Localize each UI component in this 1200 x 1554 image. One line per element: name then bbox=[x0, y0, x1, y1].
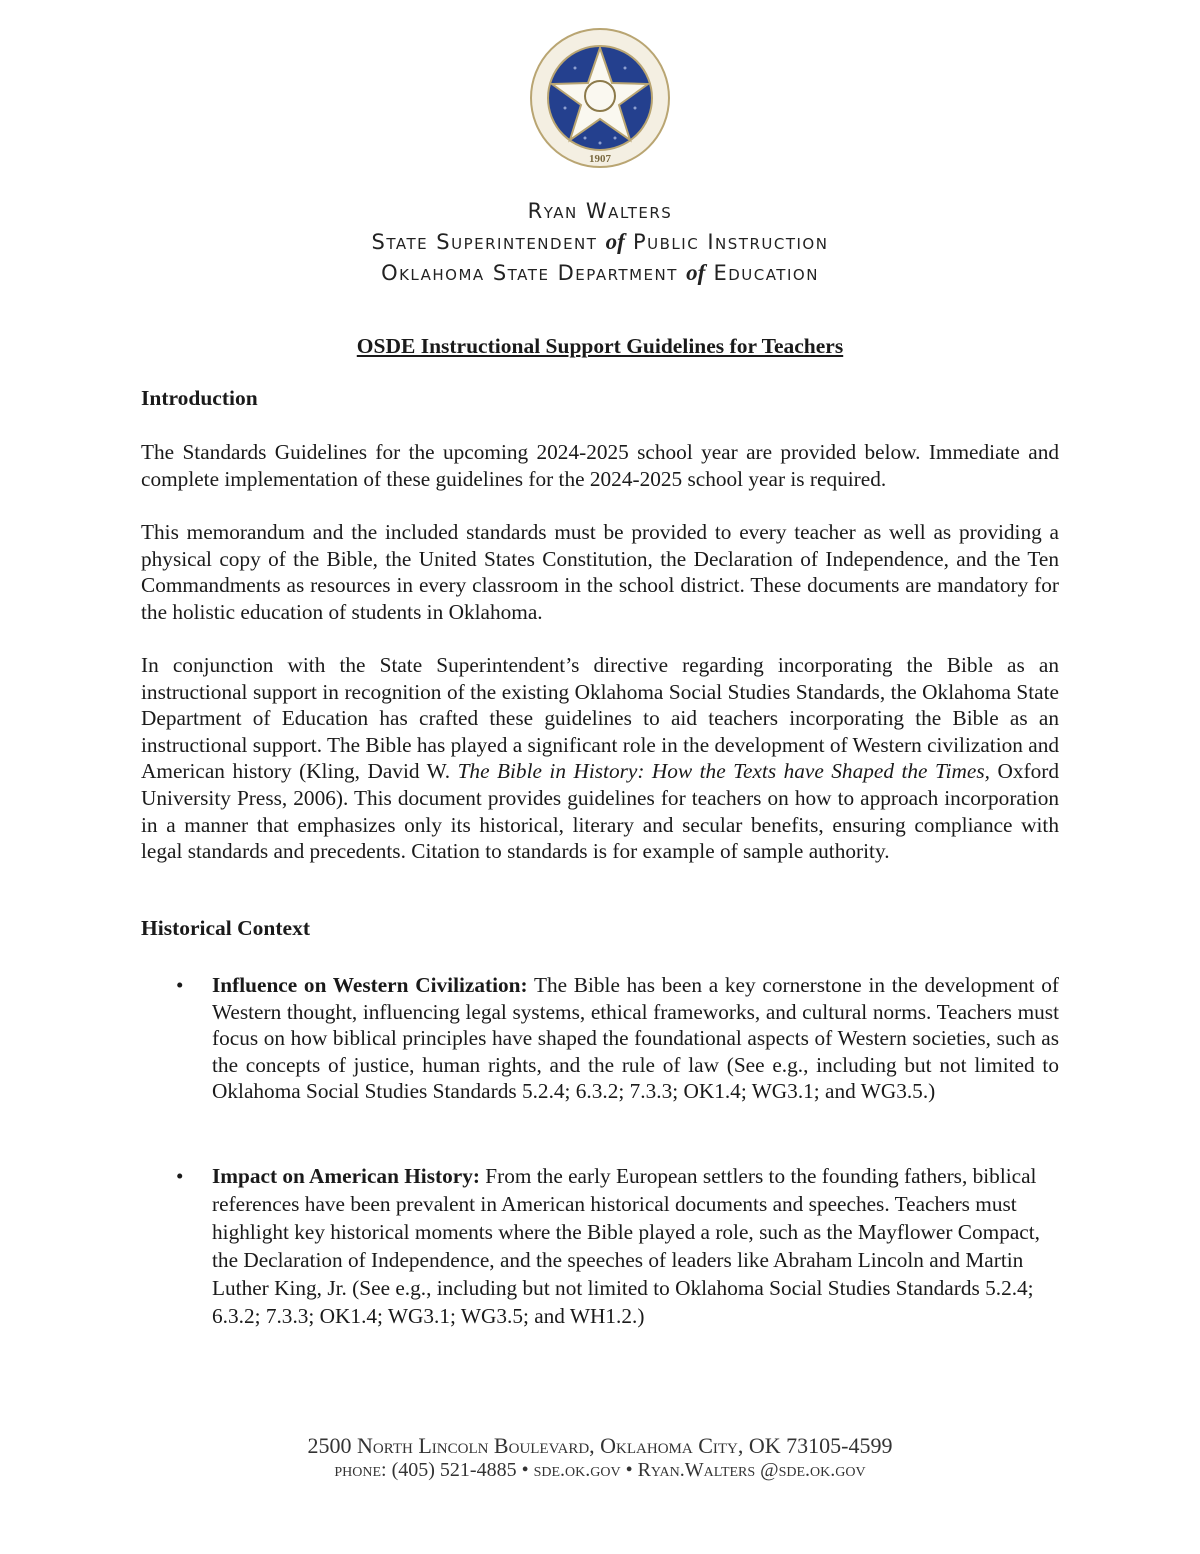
oklahoma-state-seal bbox=[530, 28, 670, 168]
heading-historical-context: Historical Context bbox=[141, 916, 310, 940]
bullet-icon: • bbox=[176, 973, 184, 997]
document-title: OSDE Instructional Support Guidelines for Teachers bbox=[356, 334, 844, 358]
superintendent-name: Ryan Walters bbox=[527, 199, 673, 223]
heading-introduction: Introduction bbox=[141, 386, 258, 410]
bullet-american-history: • Impact on American History: From the early European settlers to the founding fathers, biblical references have been prevalent in American historical documents and speeches. Teachers must highlight key historical moments where the Bible played a role, such as the Mayflower Compact, the Declaration of Independence, and the speeches of leaders like Abraham Lincoln and Martin Luther King, Jr. (See e.g., including but not limited to Oklahoma Social Studies Standards 5.2.4; 6.3.2; 7.3.3; OK1.4; WG3.1; WG3.5; and WH1.2.) bbox=[176, 1164, 1040, 1328]
department-name: Oklahoma State Department of Education bbox=[381, 260, 819, 285]
intro-paragraph-3: In conjunction with the State Superintendent’s directive regarding incorporating the Bible as an instructional support in recognition of the existing Oklahoma Social Studies Standards, the Oklahoma State Department of Education has crafted these guidelines to aid teachers incorporating the Bible as an instructional support. The Bible has played a significant role in the development of Western civilization and American history (Kling, David W. The Bible in History: How the Texts have Shaped the Times, Oxford University Press, 2006). This document provides guidelines for teachers on how to approach incorporation in a manner that emphasizes only its historical, literary and secular benefits, ensuring compliance with legal standards and precedents. Citation to standards is for example of sample authority. bbox=[141, 653, 1059, 864]
superintendent-title: State Superintendent of Public Instruction bbox=[371, 229, 829, 254]
intro-paragraph-1: The Standards Guidelines for the upcoming 2024-2025 school year are provided below. Immediate and complete implementation of these guidelines for the 2024-2025 school year is required. bbox=[141, 440, 1059, 491]
intro-paragraph-2: This memorandum and the included standards must be provided to every teacher as well as providing a physical copy of the Bible, the United States Constitution, the Declaration of Independence, and the Ten Commandments as resources in every classroom in the school district. These documents are mandatory for the holistic education of students in Oklahoma. bbox=[141, 520, 1059, 624]
bullet-western-civilization: • Influence on Western Civilization: The Bible has been a key cornerstone in the development of Western thought, influencing legal systems, ethical frameworks, and cultural norms. Teachers must focus on how biblical principles have shaped the foundational aspects of Western societies, such as the concepts of justice, human rights, and the rule of law (See e.g., including but not limited to Oklahoma Social Studies Standards 5.2.4; 6.3.2; 7.3.3; OK1.4; WG3.1; and WG3.5.) bbox=[176, 973, 1059, 1103]
svg-text:1907: 1907 bbox=[589, 153, 611, 165]
footer-address: 2500 North Lincoln Boulevard, Oklahoma City, OK 73105-4599 bbox=[307, 1433, 893, 1458]
footer-contact: phone: (405) 521-4885 • sde.ok.gov • Ryan.Walters @sde.ok.gov bbox=[334, 1459, 866, 1481]
bullet-icon: • bbox=[176, 1164, 184, 1188]
